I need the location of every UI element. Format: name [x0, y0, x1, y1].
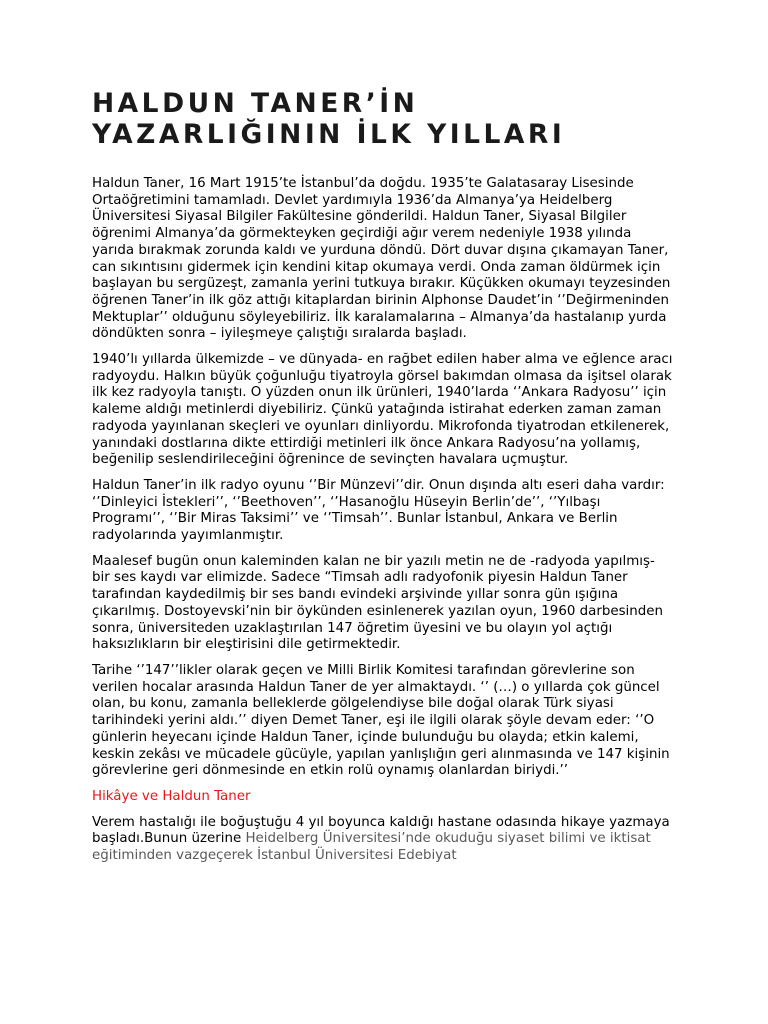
paragraph-6 [92, 815, 676, 865]
document-body [92, 176, 676, 874]
paragraph-1: Haldun Taner, 16 Mart 1915’te İstanbul’da doğdu. 1935’te Galatasaray Lisesinde Ortaöğretimini tamamladı. Devlet yardımıyla 1936’da Almanya’ya Heidelberg Üniversitesi Siyasal Bilgiler Fakültesine gönderildi. Haldun Taner, Siyasal Bilgiler öğrenimi Almanya’da görmekteyken geçirdiği ağır verem nedeniyle 1938 yılında yarıda bırakmak zorunda kaldı ve yurduna döndü. Dört duvar dışına çıkamayan Taner, can sıkıntısını gidermek için kendini kitap okumaya verdi. Onda zaman öldürmek için başlayan bu sergüzeşt, zamanla yerini tutkuya bırakır. Küçükken okumayı teyzesinden öğrenen Taner’in ilk göz attığı kitaplardan birinin Alphonse Daudet’in ‘’Değirmeninden Mektuplar’’ olduğunu söyleyebiliriz. İlk karalamalarına – Almanya’da hastalanıp yurda döndükten sonra – iyileşmeye çalıştığı sıralarda başladı. [92, 176, 671, 342]
section-subheading: Hikâye ve Haldun Taner [92, 788, 251, 804]
paragraph-2: 1940’lı yıllarda ülkemizde – ve dünyada- en rağbet edilen haber alma ve eğlence aracı radyoydu. Halkın büyük çoğunluğu tiyatroyla görsel bakımdan olmasa da işitsel olarak ilk kez radyoyla tanıştı. O yüzden onun ilk ürünleri, 1940’larda ‘’Ankara Radyosu’’ için kaleme aldığı metinlerdi diyebiliriz. Çünkü yatağında istirahat ederken zaman zaman radyoda yayınlanan skeçleri ve oyunları dinliyordu. Mikrofonda tiyatrodan etkilenerek, yanındaki dostlarına dikte ettirdiği metinleri ilk önce Ankara Radyosu’na yollamış, beğenilip seslendirileceğini öğrenince de sevinçten havalara uçmuştur. [92, 352, 673, 468]
paragraph-6-faded-text: Heidelberg Üniversitesi’nde okuduğu siyaset bilimi ve iktisat eğitiminden vazgeçerek İstanbul Üniversitesi Edebiyat [92, 831, 651, 864]
paragraph-6-text: Verem hastalığı ile boğuştuğu 4 yıl boyunca kaldığı hastane odasında hikaye yazmaya başladı.Bunun üzerine [92, 814, 670, 847]
paragraph-3: Haldun Taner’in ilk radyo oyunu ‘’Bir Münzevi’’dir. Onun dışında altı eseri daha vardır: ‘’Dinleyici İstekleri’’, ‘’Beethoven’’, ‘’Hasanoğlu Hüseyin Berlin’de’’, ‘’Yılbaşı Programı’’, ‘’Bir Miras Taksimi’’ ve ‘’Timsah’’. Bunlar İstanbul, Ankara ve Berlin radyolarında yayımlanmıştır. [92, 477, 665, 544]
paragraph-5: Tarihe ‘’147’’likler olarak geçen ve Milli Birlik Komitesi tarafından görevlerine son verilen hocalar arasında Haldun Taner de yer almaktaydı. ‘’ (…) o yıllarda çok güncel olan, bu konu, zamanla belleklerde gölgelendiyse bile doğal olarak Türk siyasi tarihindeki yerini aldı.’’ diyen Demet Taner, eşi ile ilgili olarak şöyle devam eder: ‘’O günlerin heyecanı içinde Haldun Taner, içinde bulunduğu bu olayda; etkin kalemi, keskin zekâsı ve mücadele gücüyle, yapılan yanlışlığın geri alınmasında ve 147 kişinin görevlerine geri dönmesinde en etkin rolü oynamış olanlardan biriydi.’’ [92, 662, 670, 779]
paragraph-4: Maalesef bugün onun kaleminden kalan ne bir yazılı metin ne de -radyoda yapılmış- bir ses kaydı var elimizde. Sadece “Timsah adlı radyofonik piyesin Haldun Taner tarafından kaydedilmiş bir ses bandı evindeki arşivinde yıllar sonra gün ışığına çıkarılmış. Dostoyevski’nin bir öykünden esinlenerek yazılan oyun, 1960 darbesinden sonra, üniversiteden uzaklaştırılan 147 öğretim üyesini ve bu olayın yol açtığı haksızlıkların bir eleştirisini dile getirmektedir. [92, 553, 663, 653]
title-line-2: YAZARLIĞININ İLK YILLARI [92, 119, 566, 150]
document-title [92, 88, 732, 150]
title-line-1: HALDUN TANER’İN [92, 88, 419, 119]
